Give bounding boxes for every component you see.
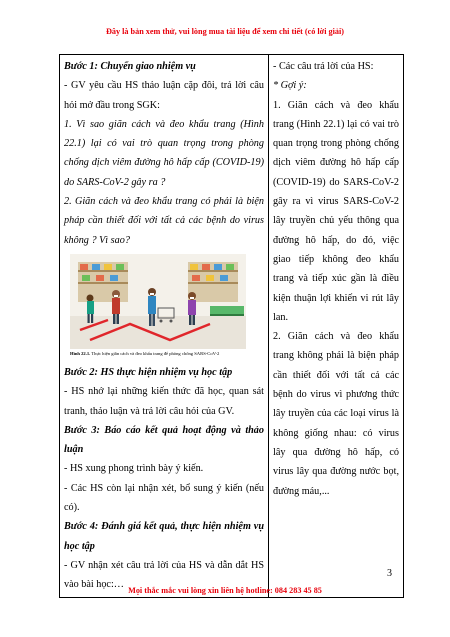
- step2-text: - HS nhớ lại những kiến thức đã học, quan sát tranh, thảo luận và trả lời câu hỏi của GV.: [64, 386, 264, 417]
- hint-label: * Gợi ý:: [273, 80, 307, 92]
- question-2: 2. Giãn cách và đeo khẩu trang có phải là biện pháp cần thiết đối với tất cả các bệnh do virus không ? Vì sao?: [64, 196, 264, 246]
- student-answer-column: [269, 55, 404, 598]
- figure-label: Hình 22.1.: [70, 350, 91, 356]
- preview-banner: Đây là bản xem thử, vui lòng mua tài liệu để xem chi tiết (có lời giải): [105, 27, 344, 36]
- step3-text-1: - HS xung phong trình bày ý kiến.: [64, 463, 204, 475]
- answer-2: 2. Giãn cách và đeo khẩu trang không phải là biện pháp cần thiết đối với tất cả các bệnh do virus vì phương thức lây truyền của các loại virus là không giống nhau: có virus lây qua đường hô hấp, có virus lây qua đường nước bọt, đường máu,...: [273, 331, 399, 497]
- step1-intro: - GV yêu cầu HS thảo luận cặp đôi, trả lời câu hỏi mở đầu trong SGK:: [64, 80, 264, 111]
- lesson-table: [59, 54, 404, 598]
- step1-title: Bước 1: Chuyển giao nhiệm vụ: [64, 61, 196, 72]
- hotline-banner: Mọi thắc mắc vui lòng xin liên hệ hotline: 084 283 45 85: [128, 586, 322, 595]
- step4-title: Bước 4: Đánh giá kết quả, thực hiện nhiệm vụ học tập: [64, 521, 264, 552]
- distancing-illustration: [70, 254, 246, 349]
- question-1: 1. Vì sao giãn cách và đeo khẩu trang (Hình 22.1) lại có vai trò quan trọng trong phòng chống dịch viêm đường hô hấp cấp (COVID-19) do SARS-CoV-2 gây ra ?: [64, 118, 264, 188]
- step4-text: - GV nhận xét câu trả lời của HS và dẫn dắt HS vào bài học:…: [64, 559, 264, 591]
- step3-title: Bước 3: Báo cáo kết quả hoạt động và thảo luận: [64, 424, 264, 456]
- answers-intro: - Các câu trả lời của HS:: [273, 61, 374, 72]
- step2-title: Bước 2: HS thực hiện nhiệm vụ học tập: [64, 366, 233, 378]
- figure-caption: [70, 350, 264, 357]
- figure-22-1: [64, 254, 264, 357]
- step3-text-2: - Các HS còn lại nhận xét, bổ sung ý kiến (nếu có).: [64, 482, 264, 514]
- answer-1: 1. Giãn cách và đeo khẩu trang (Hình 22.1) lại có vai trò quan trọng trong phòng chống dịch viêm đường hô hấp cấp (COVID-19) do SARS-CoV-2 gây ra vì virus SARS-CoV-2 lây truyền chủ yếu thông qua đường hô hấp, do đó, việc giao tiếp không đeo khẩu trang và tiếp xúc gần là điều kiện thuận lợi khiến vi rút lây lan.: [273, 99, 399, 323]
- teacher-activity-column: [60, 55, 269, 598]
- figure-caption-text: Thực hiện giãn cách và đeo khẩu trang để phòng chống SARS-CoV-2: [91, 350, 220, 356]
- page-number: 3: [387, 568, 392, 579]
